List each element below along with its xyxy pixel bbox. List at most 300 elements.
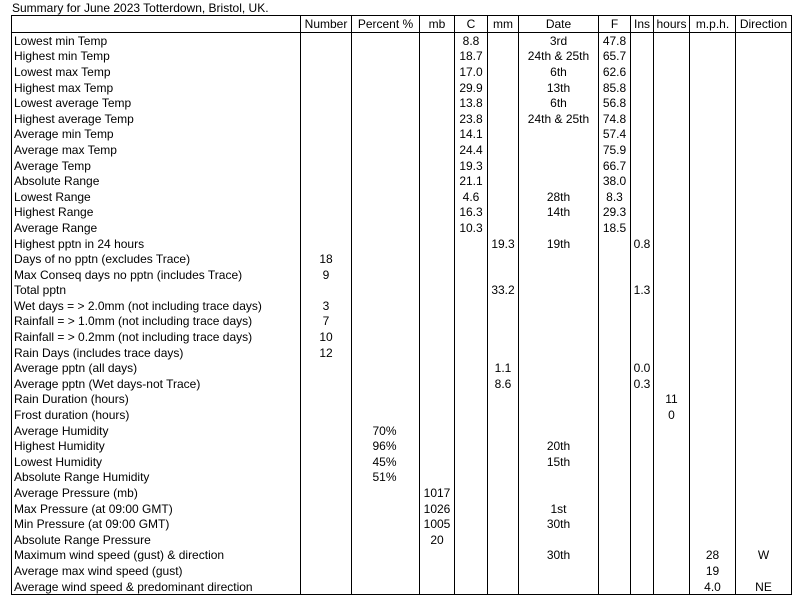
cell-label: Lowest Humidity (12, 454, 301, 470)
cell-number (301, 454, 352, 470)
cell-date (519, 392, 599, 408)
cell-direction (736, 189, 792, 205)
cell-direction (736, 236, 792, 252)
cell-label: Average Range (12, 220, 301, 236)
cell-direction (736, 345, 792, 361)
column-header-direction: Direction (736, 16, 792, 33)
cell-label: Average Humidity (12, 423, 301, 439)
cell-c: 14.1 (455, 127, 488, 143)
cell-f (599, 376, 631, 392)
cell-direction (736, 392, 792, 408)
cell-ins (631, 267, 654, 283)
cell-number (301, 158, 352, 174)
cell-date: 6th (519, 95, 599, 111)
cell-mb (420, 360, 455, 376)
table-row (12, 267, 792, 283)
cell-ins (631, 298, 654, 314)
cell-label: Absolute Range (12, 173, 301, 189)
cell-direction (736, 33, 792, 49)
cell-hours (654, 142, 690, 158)
cell-c (455, 329, 488, 345)
cell-direction (736, 501, 792, 517)
cell-direction (736, 407, 792, 423)
cell-hours (654, 298, 690, 314)
cell-mph (690, 189, 736, 205)
cell-hours (654, 563, 690, 579)
cell-mm (488, 548, 519, 564)
cell-percent (352, 360, 420, 376)
cell-mm (488, 173, 519, 189)
cell-direction (736, 158, 792, 174)
cell-mb (420, 314, 455, 330)
cell-ins (631, 501, 654, 517)
column-header-mm: mm (488, 16, 519, 33)
cell-direction (736, 220, 792, 236)
cell-mm (488, 454, 519, 470)
cell-date: 1st (519, 501, 599, 517)
table-row (12, 251, 792, 267)
cell-mph (690, 485, 736, 501)
table-row (12, 33, 792, 49)
cell-label: Min Pressure (at 09:00 GMT) (12, 516, 301, 532)
cell-mb (420, 438, 455, 454)
cell-date: 6th (519, 64, 599, 80)
cell-mph (690, 111, 736, 127)
cell-ins (631, 470, 654, 486)
cell-number: 9 (301, 267, 352, 283)
cell-ins (631, 127, 654, 143)
cell-mph (690, 376, 736, 392)
cell-label: Rain Days (includes trace days) (12, 345, 301, 361)
cell-number (301, 111, 352, 127)
cell-f (599, 563, 631, 579)
cell-mm (488, 267, 519, 283)
cell-direction (736, 251, 792, 267)
cell-mb (420, 423, 455, 439)
cell-percent (352, 579, 420, 595)
cell-direction (736, 314, 792, 330)
table-row (12, 516, 792, 532)
weather-summary-table (11, 15, 792, 595)
cell-mph (690, 329, 736, 345)
cell-percent (352, 111, 420, 127)
cell-mph: 19 (690, 563, 736, 579)
cell-f: 74.8 (599, 111, 631, 127)
cell-f (599, 360, 631, 376)
cell-percent (352, 158, 420, 174)
cell-mb (420, 80, 455, 96)
cell-label: Average min Temp (12, 127, 301, 143)
cell-number (301, 80, 352, 96)
cell-mm (488, 64, 519, 80)
cell-date (519, 267, 599, 283)
cell-date (519, 283, 599, 299)
cell-direction (736, 127, 792, 143)
cell-mph (690, 205, 736, 221)
cell-label: Absolute Range Humidity (12, 470, 301, 486)
table-row (12, 485, 792, 501)
column-header-hours: hours (654, 16, 690, 33)
cell-mm (488, 392, 519, 408)
cell-c (455, 485, 488, 501)
cell-mm (488, 49, 519, 65)
cell-label: Lowest min Temp (12, 33, 301, 49)
cell-date (519, 298, 599, 314)
cell-mb (420, 251, 455, 267)
cell-mb (420, 407, 455, 423)
cell-number (301, 173, 352, 189)
cell-direction (736, 470, 792, 486)
cell-mph (690, 267, 736, 283)
cell-hours (654, 345, 690, 361)
cell-number (301, 220, 352, 236)
cell-ins (631, 314, 654, 330)
cell-percent (352, 33, 420, 49)
table-row (12, 127, 792, 143)
cell-mb (420, 158, 455, 174)
table-row (12, 220, 792, 236)
cell-hours: 0 (654, 407, 690, 423)
cell-hours (654, 470, 690, 486)
cell-percent (352, 392, 420, 408)
cell-percent (352, 251, 420, 267)
cell-hours (654, 33, 690, 49)
cell-c (455, 392, 488, 408)
column-header-label (12, 16, 301, 33)
cell-ins: 0.3 (631, 376, 654, 392)
cell-percent (352, 142, 420, 158)
cell-mph (690, 532, 736, 548)
cell-mm (488, 501, 519, 517)
table-row (12, 548, 792, 564)
cell-mph (690, 236, 736, 252)
cell-date (519, 360, 599, 376)
cell-mm (488, 189, 519, 205)
table-row (12, 189, 792, 205)
cell-f (599, 548, 631, 564)
cell-ins (631, 532, 654, 548)
cell-hours (654, 158, 690, 174)
table-row (12, 563, 792, 579)
cell-ins (631, 563, 654, 579)
cell-c (455, 298, 488, 314)
cell-mm (488, 532, 519, 548)
cell-mb (420, 329, 455, 345)
cell-label: Max Conseq days no pptn (includes Trace) (12, 267, 301, 283)
cell-mb (420, 33, 455, 49)
cell-mb: 1017 (420, 485, 455, 501)
cell-number (301, 438, 352, 454)
cell-percent (352, 563, 420, 579)
cell-ins (631, 220, 654, 236)
cell-hours (654, 516, 690, 532)
cell-percent (352, 267, 420, 283)
cell-label: Highest average Temp (12, 111, 301, 127)
cell-label: Highest Range (12, 205, 301, 221)
cell-mb (420, 563, 455, 579)
cell-hours (654, 532, 690, 548)
cell-label: Average max wind speed (gust) (12, 563, 301, 579)
cell-mb (420, 376, 455, 392)
cell-hours (654, 267, 690, 283)
cell-f: 18.5 (599, 220, 631, 236)
cell-mm (488, 205, 519, 221)
cell-hours (654, 80, 690, 96)
cell-label: Average Pressure (mb) (12, 485, 301, 501)
cell-f: 47.8 (599, 33, 631, 49)
cell-ins (631, 189, 654, 205)
cell-mph (690, 127, 736, 143)
cell-mb (420, 267, 455, 283)
cell-direction (736, 80, 792, 96)
cell-f (599, 236, 631, 252)
cell-hours (654, 485, 690, 501)
cell-percent: 51% (352, 470, 420, 486)
cell-mm (488, 80, 519, 96)
cell-f: 62.6 (599, 64, 631, 80)
cell-mph (690, 64, 736, 80)
cell-ins (631, 329, 654, 345)
cell-percent (352, 220, 420, 236)
cell-hours (654, 173, 690, 189)
table-row (12, 314, 792, 330)
cell-f (599, 423, 631, 439)
cell-percent (352, 548, 420, 564)
cell-mb (420, 283, 455, 299)
cell-date (519, 423, 599, 439)
table-row (12, 392, 792, 408)
cell-hours (654, 64, 690, 80)
cell-c: 18.7 (455, 49, 488, 65)
cell-f (599, 516, 631, 532)
cell-mb (420, 173, 455, 189)
table-row (12, 95, 792, 111)
cell-number: 7 (301, 314, 352, 330)
cell-mm (488, 470, 519, 486)
cell-mm (488, 127, 519, 143)
cell-ins (631, 49, 654, 65)
cell-c (455, 376, 488, 392)
cell-number (301, 532, 352, 548)
cell-direction: NE (736, 579, 792, 595)
cell-mb: 1005 (420, 516, 455, 532)
cell-mph (690, 49, 736, 65)
cell-number (301, 33, 352, 49)
cell-percent (352, 205, 420, 221)
cell-date (519, 314, 599, 330)
cell-ins (631, 548, 654, 564)
cell-c (455, 454, 488, 470)
cell-direction (736, 111, 792, 127)
cell-c (455, 236, 488, 252)
cell-date: 24th & 25th (519, 111, 599, 127)
cell-direction (736, 438, 792, 454)
cell-direction (736, 142, 792, 158)
cell-direction (736, 516, 792, 532)
cell-direction (736, 173, 792, 189)
cell-date (519, 345, 599, 361)
cell-mb (420, 127, 455, 143)
cell-number (301, 127, 352, 143)
cell-hours (654, 548, 690, 564)
cell-c (455, 423, 488, 439)
cell-direction (736, 532, 792, 548)
table-row (12, 423, 792, 439)
cell-mph (690, 33, 736, 49)
cell-percent: 45% (352, 454, 420, 470)
table-row (12, 64, 792, 80)
cell-label: Wet days = > 2.0mm (not including trace days) (12, 298, 301, 314)
cell-mm: 19.3 (488, 236, 519, 252)
cell-f: 65.7 (599, 49, 631, 65)
cell-mph (690, 220, 736, 236)
cell-c: 17.0 (455, 64, 488, 80)
cell-mm (488, 407, 519, 423)
cell-c (455, 360, 488, 376)
cell-label: Highest max Temp (12, 80, 301, 96)
cell-date (519, 407, 599, 423)
cell-direction (736, 329, 792, 345)
cell-number (301, 189, 352, 205)
cell-c (455, 314, 488, 330)
cell-hours (654, 111, 690, 127)
cell-date: 20th (519, 438, 599, 454)
cell-c (455, 501, 488, 517)
cell-direction (736, 283, 792, 299)
cell-hours (654, 454, 690, 470)
cell-date: 24th & 25th (519, 49, 599, 65)
cell-ins (631, 407, 654, 423)
cell-ins (631, 454, 654, 470)
table-row (12, 532, 792, 548)
cell-ins (631, 111, 654, 127)
cell-c (455, 283, 488, 299)
cell-c (455, 345, 488, 361)
cell-c (455, 516, 488, 532)
cell-mph (690, 158, 736, 174)
cell-mph: 28 (690, 548, 736, 564)
cell-mb (420, 454, 455, 470)
cell-mb (420, 205, 455, 221)
cell-number (301, 470, 352, 486)
cell-percent (352, 283, 420, 299)
cell-date: 19th (519, 236, 599, 252)
cell-mph: 4.0 (690, 579, 736, 595)
cell-c: 8.8 (455, 33, 488, 49)
cell-f: 75.9 (599, 142, 631, 158)
cell-label: Highest Humidity (12, 438, 301, 454)
column-header-mph: m.p.h. (690, 16, 736, 33)
cell-percent (352, 345, 420, 361)
cell-mb (420, 236, 455, 252)
cell-f (599, 407, 631, 423)
cell-mm (488, 251, 519, 267)
cell-date: 30th (519, 516, 599, 532)
cell-direction (736, 563, 792, 579)
cell-c (455, 438, 488, 454)
cell-ins (631, 251, 654, 267)
cell-f: 66.7 (599, 158, 631, 174)
cell-f (599, 579, 631, 595)
cell-hours (654, 205, 690, 221)
cell-f (599, 251, 631, 267)
cell-ins (631, 423, 654, 439)
cell-mm: 1.1 (488, 360, 519, 376)
table-row (12, 345, 792, 361)
cell-number (301, 49, 352, 65)
column-header-number: Number (301, 16, 352, 33)
cell-ins (631, 64, 654, 80)
cell-label: Highest min Temp (12, 49, 301, 65)
cell-mph (690, 438, 736, 454)
cell-direction (736, 95, 792, 111)
table-row (12, 158, 792, 174)
cell-label: Average pptn (all days) (12, 360, 301, 376)
cell-f (599, 345, 631, 361)
cell-number: 10 (301, 329, 352, 345)
cell-mb (420, 298, 455, 314)
cell-number: 3 (301, 298, 352, 314)
cell-percent (352, 127, 420, 143)
cell-date (519, 220, 599, 236)
cell-label: Average pptn (Wet days-not Trace) (12, 376, 301, 392)
cell-mb: 1026 (420, 501, 455, 517)
cell-direction (736, 64, 792, 80)
cell-percent (352, 236, 420, 252)
table-row (12, 438, 792, 454)
cell-c (455, 251, 488, 267)
cell-mm (488, 298, 519, 314)
cell-c: 4.6 (455, 189, 488, 205)
cell-direction (736, 298, 792, 314)
table-row (12, 49, 792, 65)
cell-label: Lowest average Temp (12, 95, 301, 111)
cell-hours (654, 501, 690, 517)
cell-date (519, 563, 599, 579)
cell-ins (631, 95, 654, 111)
cell-mb (420, 189, 455, 205)
cell-number (301, 360, 352, 376)
cell-number (301, 501, 352, 517)
table-body (12, 33, 792, 595)
cell-percent (352, 329, 420, 345)
cell-ins (631, 485, 654, 501)
cell-ins (631, 516, 654, 532)
table-row (12, 454, 792, 470)
cell-c: 10.3 (455, 220, 488, 236)
cell-percent (352, 314, 420, 330)
cell-ins (631, 392, 654, 408)
cell-f (599, 485, 631, 501)
cell-percent (352, 532, 420, 548)
cell-mm (488, 220, 519, 236)
cell-number (301, 283, 352, 299)
cell-mph (690, 95, 736, 111)
cell-date (519, 127, 599, 143)
cell-mm (488, 142, 519, 158)
cell-c (455, 563, 488, 579)
cell-number (301, 392, 352, 408)
cell-f (599, 532, 631, 548)
cell-percent (352, 49, 420, 65)
cell-ins: 0.8 (631, 236, 654, 252)
cell-date (519, 470, 599, 486)
cell-f (599, 470, 631, 486)
cell-c (455, 470, 488, 486)
table-row (12, 205, 792, 221)
cell-percent (352, 298, 420, 314)
cell-f (599, 454, 631, 470)
